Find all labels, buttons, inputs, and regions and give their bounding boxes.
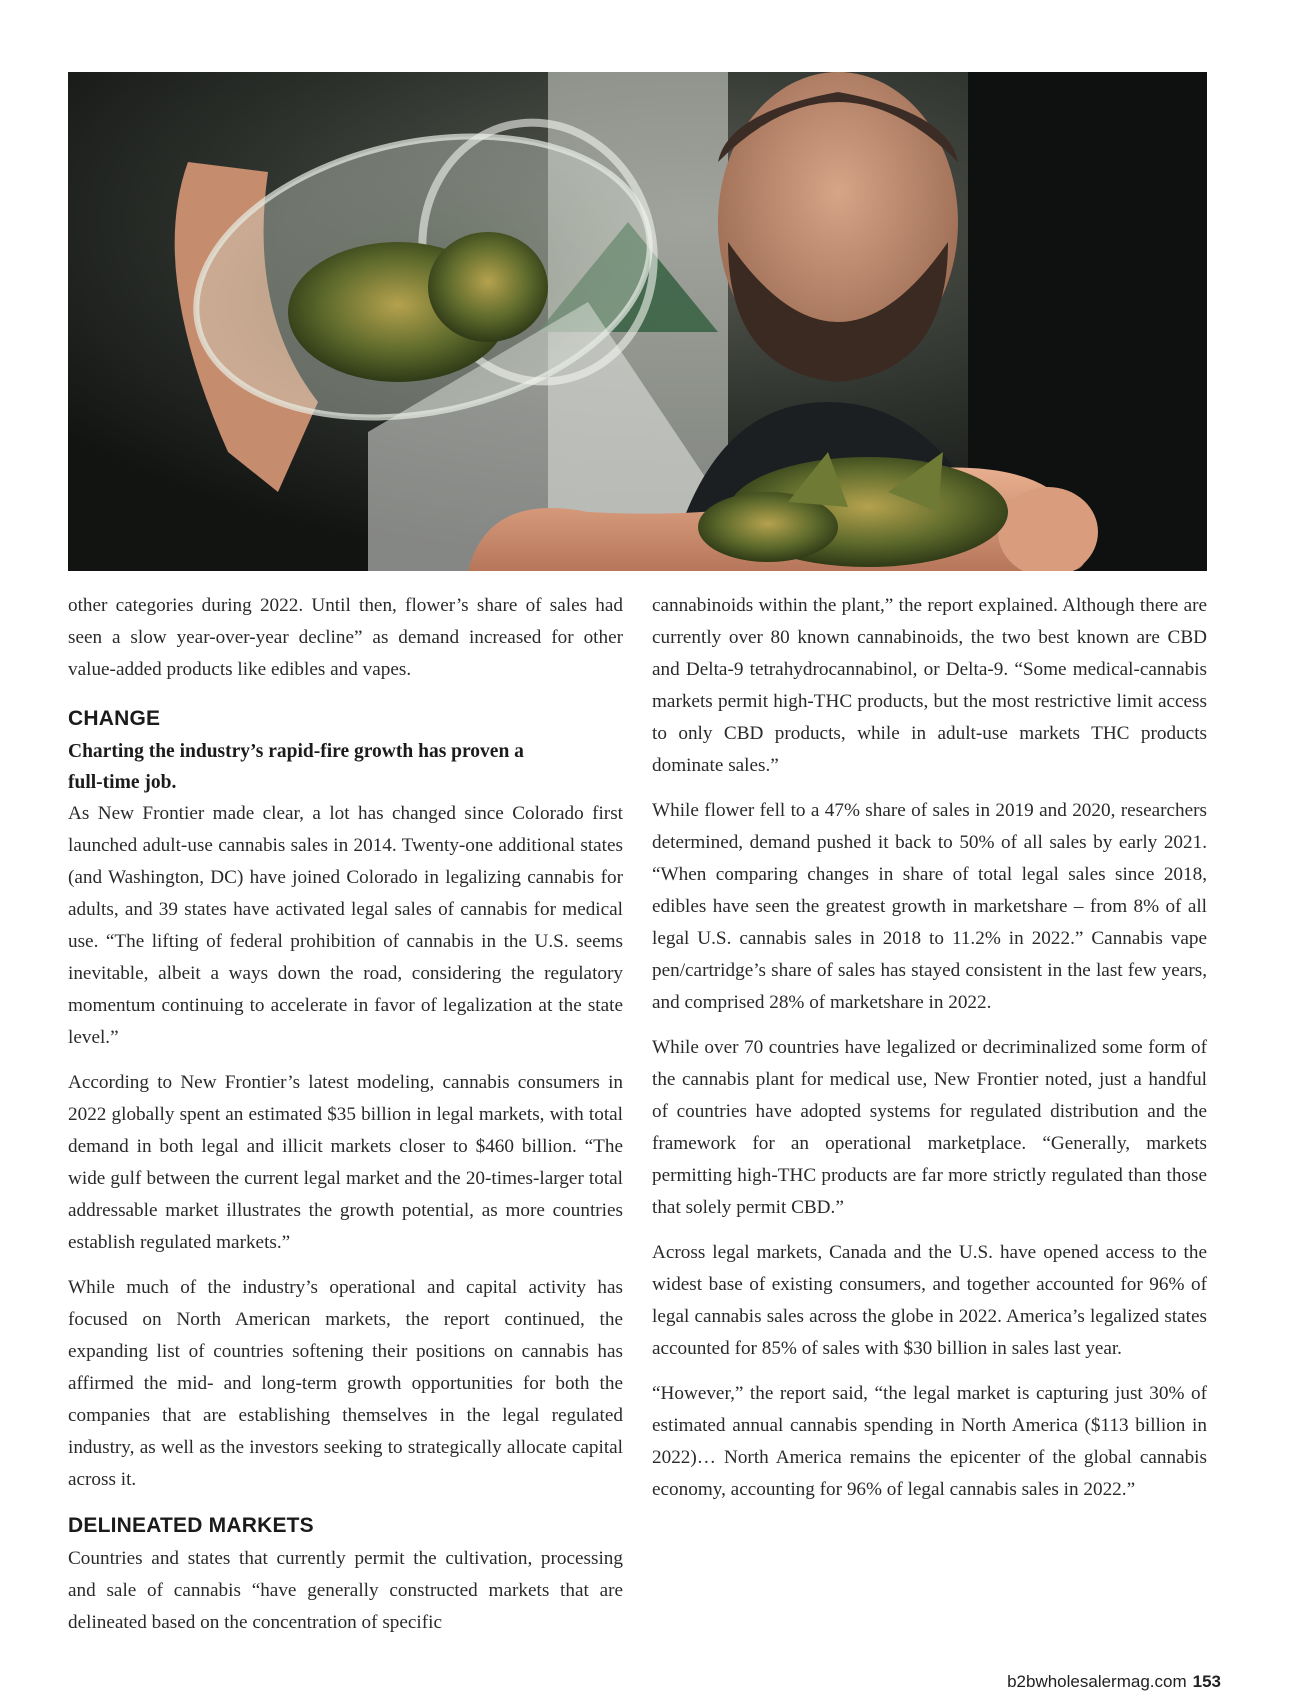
page-footer	[1007, 1672, 1221, 1692]
page-number: 153	[1192, 1672, 1221, 1691]
right-column	[652, 590, 1207, 1519]
section-heading-change: CHANGE	[68, 707, 161, 730]
body-paragraph: other categories during 2022. Until then, flower’s share of sales had seen a slow year-over-year decline” as demand increased for other value-added products like edibles and vapes.	[68, 595, 623, 680]
body-paragraph: Across legal markets, Canada and the U.S. have opened access to the widest base of existing consumers, and together accounted for 96% of legal cannabis sales across the globe in 2022. America’s legalized states accounted for 85% of sales with $30 billion in sales last year.	[652, 1242, 1207, 1359]
section-deck: Charting the industry’s rapid-fire growth has proven a full-time job.	[68, 741, 524, 793]
section-heading-delineated-markets: DELINEATED MARKETS	[68, 1514, 314, 1537]
body-paragraph: While over 70 countries have legalized or decriminalized some form of the cannabis plant for medical use, New Frontier noted, just a handful of countries have adopted systems for regulated distribution and the framework for an operational marketplace. “Generally, markets permitting high-THC products are far more strictly regulated than those that solely permit CBD.”	[652, 1037, 1207, 1218]
body-paragraph: While much of the industry’s operational and capital activity has focused on North American markets, the report continued, the expanding list of countries softening their positions on cannabis has affirmed the mid- and long-term growth opportunities for both the companies that are establishing themselves in the legal regulated industry, as well as the investors seeking to strategically allocate capital across it.	[68, 1277, 623, 1490]
body-paragraph: As New Frontier made clear, a lot has changed since Colorado first launched adult-use cannabis sales in 2014. Twenty-one additional states (and Washington, DC) have joined Colorado in legalizing cannabis for adults, and 39 states have activated legal sales of cannabis for medical use. “The lifting of federal prohibition of cannabis in the U.S. seems inevitable, albeit a ways down the road, considering the regulatory momentum continuing to accelerate in favor of legalization at the state level.”	[68, 803, 623, 1048]
body-paragraph: cannabinoids within the plant,” the report explained. Although there are currently over 80 known cannabinoids, the two best known are CBD and Delta-9 tetrahydrocannabinol, or Delta-9. “Some medical-cannabis markets permit high-THC products, but the most restrictive limit access to only CBD products, while in adult-use markets THC products dominate sales.”	[652, 595, 1207, 776]
body-paragraph: According to New Frontier’s latest modeling, cannabis consumers in 2022 globally spent an estimated $35 billion in legal markets, with total demand in both legal and illicit markets closer to $460 billion. “The wide gulf between the current legal market and the 20-times-larger total addressable market illustrates the growth potential, as more countries establish regulated markets.”	[68, 1072, 623, 1253]
article-photo	[68, 72, 1207, 571]
photo-icon	[68, 72, 1207, 571]
footer-site: b2bwholesalermag.com	[1007, 1672, 1187, 1691]
body-paragraph: While flower fell to a 47% share of sales in 2019 and 2020, researchers determined, demand pushed it back to 50% of all sales by early 2021. “When comparing changes in share of total legal sales since 2018, edibles have seen the greatest growth in marketshare – from 8% of all legal U.S. cannabis sales in 2018 to 11.2% in 2022.” Cannabis vape pen/cartridge’s share of sales has stayed consistent in the last few years, and comprised 28% of marketshare in 2022.	[652, 800, 1207, 1013]
body-paragraph: “However,” the report said, “the legal market is capturing just 30% of estimated annual cannabis spending in North America ($113 billion in 2022)… North America remains the epicenter of the global cannabis economy, accounting for 96% of legal cannabis sales in 2022.”	[652, 1383, 1207, 1500]
body-paragraph: Countries and states that currently permit the cultivation, processing and sale of cannabis “have generally constructed markets that are delineated based on the concentration of specific	[68, 1548, 623, 1633]
left-column	[68, 590, 623, 1639]
